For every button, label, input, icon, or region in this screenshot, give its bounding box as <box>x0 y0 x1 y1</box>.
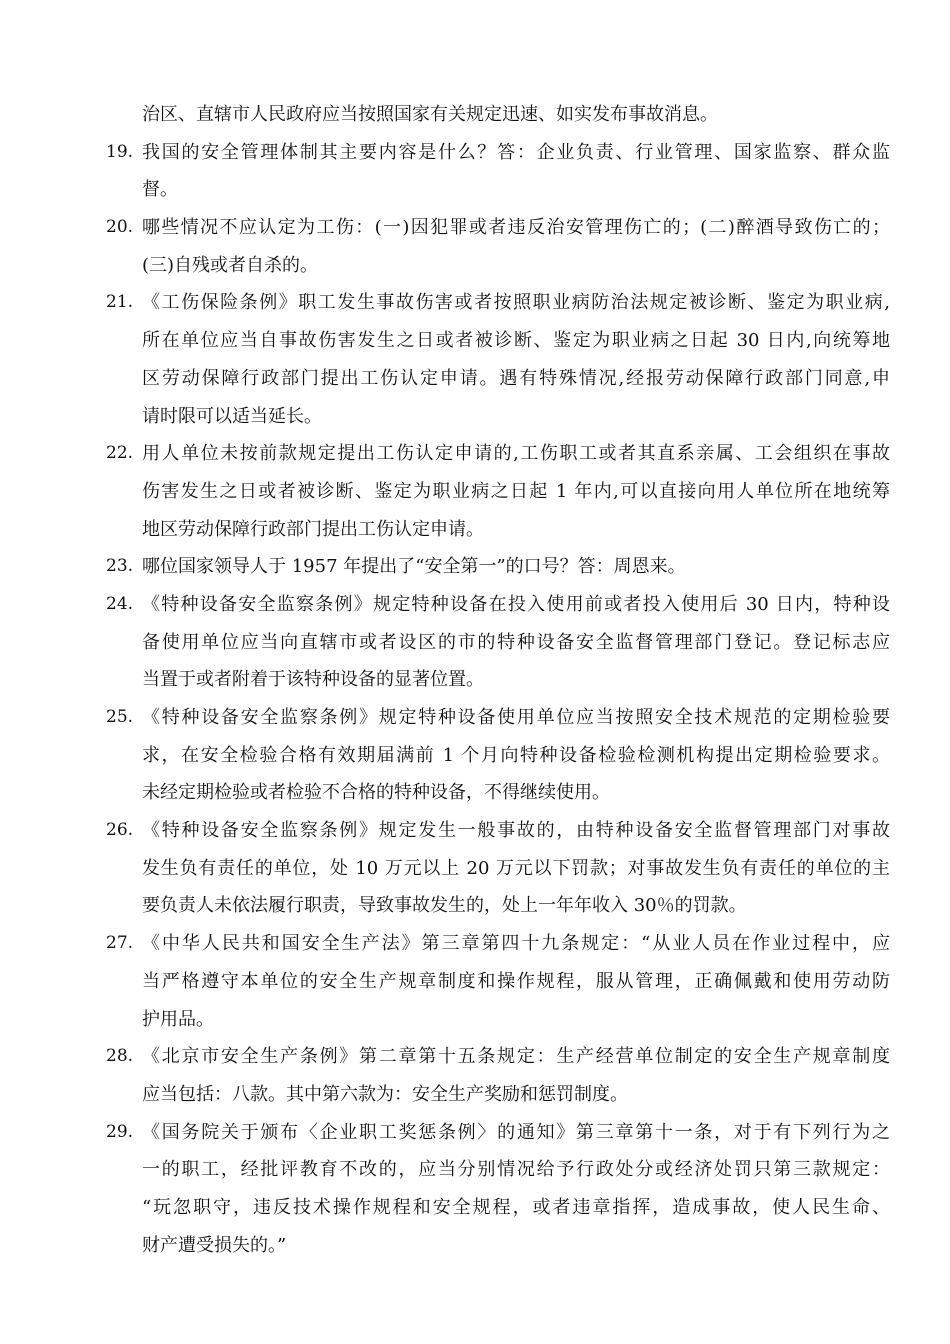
list-item-28 <box>106 1038 890 1113</box>
continuation-line: 治区、直辖市人民政府应当按照国家有关规定迅速、如实发布事故消息。 <box>142 104 718 125</box>
list-item-29 <box>106 1114 890 1265</box>
item-text-line: 《特种设备安全监察条例》规定特种设备使用单位应当按照安全技术规范的定期检验要 <box>142 707 890 728</box>
item-text-line: 《特种设备安全监察条例》规定发生一般事故的，由特种设备安全监督管理部门对事故 <box>142 820 890 842</box>
item-text-line: 未经定期检验或者检验不合格的特种设备，不得继续使用。 <box>142 782 610 804</box>
item-text-line: 《工伤保险条例》职工发生事故伤害或者按照职业病防治法规定被诊断、鉴定为职业病, <box>142 292 890 314</box>
list-item-25 <box>106 699 890 812</box>
item-number: 29. <box>106 1121 134 1142</box>
item-text-line: 我国的安全管理体制其主要内容是什么？答：企业负责、行业管理、国家监察、群众监 <box>142 141 890 163</box>
item-text-line: 护用品。 <box>142 1008 214 1030</box>
item-text-line: 哪位国家领导人于 1957 年提出了“安全第一”的口号？答：周恩来。 <box>142 556 686 578</box>
item-text-line: 督。 <box>142 179 178 201</box>
list-item-27 <box>106 925 890 1038</box>
item-number: 19. <box>106 141 134 162</box>
item-number: 21. <box>106 292 134 313</box>
list-item-26 <box>106 812 890 925</box>
item-text-line: 要负责人未依法履行职责，导致事故发生的，处上一年年收入 30％的罚款。 <box>142 895 747 917</box>
item-number: 20. <box>106 217 134 238</box>
item-text-line: 当置于或者附着于该特种设备的显著位置。 <box>142 669 484 691</box>
item-text-line: 区劳动保障行政部门提出工伤认定申请。遇有特殊情况,经报劳动保障行政部门同意,申 <box>142 367 890 389</box>
item-text-line: 地区劳动保障行政部门提出工伤认定申请。 <box>142 518 484 540</box>
item-text-line: 《中华人民共和国安全生产法》第三章第四十九条规定：“从业人员在作业过程中，应 <box>142 933 890 955</box>
item-text-line: 发生负有责任的单位，处 10 万元以上 20 万元以下罚款；对事故发生负有责任的单位的主 <box>142 857 890 879</box>
item-number: 27. <box>106 933 134 954</box>
item-text-line: 当严格遵守本单位的安全生产规章制度和操作规程，服从管理，正确佩戴和使用劳动防 <box>142 970 890 992</box>
item-text-line: 一的职工，经批评教育不改的，应当分别情况给予行政处分或经济处罚只第三款规定： <box>142 1159 890 1181</box>
item-text-line: 应当包括：八款。其中第六款为：安全生产奖励和惩罚制度。 <box>142 1083 628 1105</box>
item-text-line: 用人单位未按前款规定提出工伤认定申请的,工伤职工或者其直系亲属、工会组织在事故 <box>142 443 890 465</box>
list-item-22 <box>106 435 890 548</box>
item-number: 24. <box>106 593 134 614</box>
item-text-line: 请时限可以适当延长。 <box>142 405 322 427</box>
item-text-line: 《特种设备安全监察条例》规定特种设备在投入使用前或者投入使用后 30 日内，特种设 <box>142 593 890 615</box>
item-text-line: 《北京市安全生产条例》第二章第十五条规定：生产经营单位制定的安全生产规章制度 <box>142 1046 890 1068</box>
item-text-line: “玩忽职守，违反技术操作规程和安全规程，或者违章指挥，造成事故，使人民生命、 <box>142 1196 890 1218</box>
item-number: 26. <box>106 820 134 841</box>
item-text-line: 财产遭受损失的。” <box>142 1234 287 1256</box>
list-item-20 <box>106 209 890 284</box>
item-text-line: 哪些情况不应认定为工伤：(一)因犯罪或者违反治安管理伤亡的；(二)醉酒导致伤亡的； <box>142 217 890 239</box>
item-number: 23. <box>106 556 134 577</box>
item-text-line: 求，在安全检验合格有效期届满前 1 个月向特种设备检验检测机构提出定期检验要求。 <box>142 744 890 766</box>
list-item-23 <box>106 548 890 586</box>
item-text-line: (三)自残或者自杀的。 <box>142 254 319 276</box>
item-number: 22. <box>106 443 134 464</box>
list-item-21 <box>106 284 890 435</box>
item-text-line: 伤害发生之日或者被诊断、鉴定为职业病之日起 1 年内,可以直接向用人单位所在地统筹 <box>142 480 890 502</box>
item-text-line: 备使用单位应当向直辖市或者设区的市的特种设备安全监督管理部门登记。登记标志应 <box>142 631 890 653</box>
item-number: 25. <box>106 707 134 727</box>
list-item-24 <box>106 586 890 699</box>
item-text-line: 《国务院关于颁布〈企业职工奖惩条例〉的通知》第三章第十一条，对于有下列行为之 <box>142 1121 890 1143</box>
list-item-19 <box>106 134 890 209</box>
item-number: 28. <box>106 1046 134 1067</box>
document-body <box>106 96 890 1264</box>
item-text-line: 所在单位应当自事故伤害发生之日或者被诊断、鉴定为职业病之日起 30 日内,向统筹地 <box>142 330 890 352</box>
